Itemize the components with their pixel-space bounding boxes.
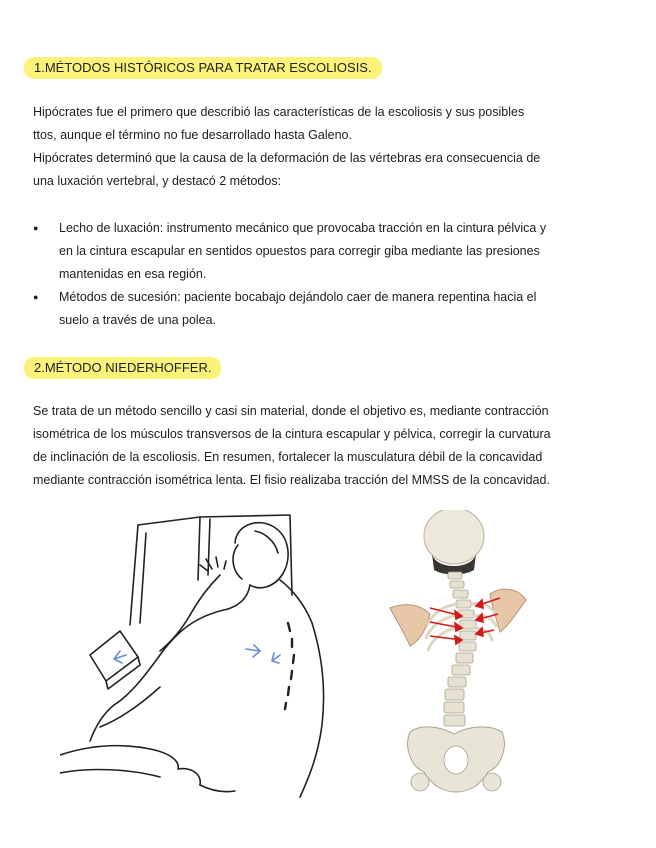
intro-line: ttos, aunque el término no fue desarrollado hasta Galeno. xyxy=(33,128,352,142)
bullet-line: mantenidas en esa región. xyxy=(59,267,207,281)
list-item xyxy=(33,286,623,332)
body-line: mediante contracción isométrica lenta. El fisio realizaba tracción del MMSS de la concavidad. xyxy=(33,473,550,487)
methods-list xyxy=(33,217,623,332)
skeleton-spine-scoliosis-icon xyxy=(380,510,540,800)
section1-intro xyxy=(33,101,633,193)
body-line: isométrica de los músculos transversos de la cintura escapular y pélvica, corregir la curvatura xyxy=(33,427,551,441)
body-line: Se trata de un método sencillo y casi sin material, donde el objetivo es, mediante contracción xyxy=(33,404,549,418)
intro-line: Hipócrates fue el primero que describió las características de la escoliosis y sus posibles xyxy=(33,105,525,119)
intro-line: una luxación vertebral, y destacó 2 métodos: xyxy=(33,174,282,188)
bullet-line: en la cintura escapular en sentidos opuestos para corregir giba mediante las presiones xyxy=(59,244,540,258)
bullet-line: ● Métodos de sucesión: paciente bocabajo dejándolo caer de manera repentina hacia el xyxy=(59,290,537,304)
intro-line: Hipócrates determinó que la causa de la deformación de las vértebras era consecuencia de xyxy=(33,151,541,165)
list-item xyxy=(33,217,623,286)
section1-heading: 1.MÉTODOS HISTÓRICOS PARA TRATAR ESCOLIOSIS. xyxy=(24,57,382,79)
back-exercise-sketch-icon xyxy=(60,505,350,805)
section2-body xyxy=(33,400,633,492)
section2-heading: 2.MÉTODO NIEDERHOFFER. xyxy=(24,357,221,379)
body-line: de inclinación de la escoliosis. En resumen, fortalecer la musculatura débil de la concavidad xyxy=(33,450,543,464)
bullet-line: suelo a través de una polea. xyxy=(59,313,217,327)
bullet-line: ● Lecho de luxación: instrumento mecánico que provocaba tracción en la cintura pélvica y xyxy=(59,221,547,235)
